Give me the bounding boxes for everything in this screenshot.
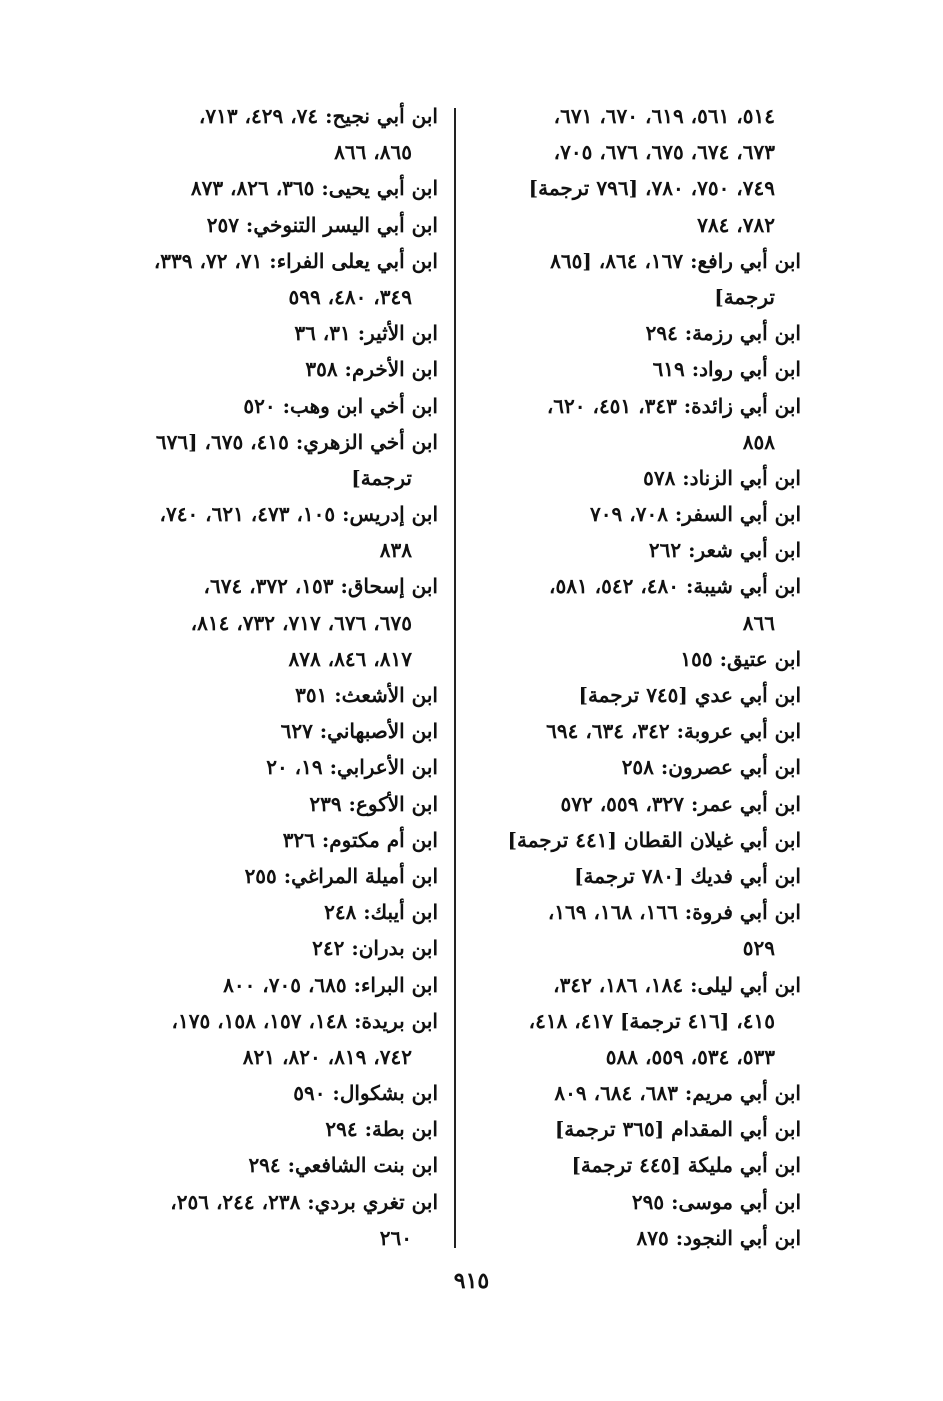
index-entry-continuation: ٨٦٥، ٨٦٦ [334,140,412,165]
index-entry-continuation: ترجمة] [351,465,412,490]
index-entry: ابن أبي فروة: ١٦٦، ١٦٨، ١٦٩، [547,900,801,925]
index-entry-continuation: ٣٤٩، ٤٨٠، ٥٩٩ [288,284,412,309]
index-column-right [461,98,801,1256]
index-entry: ابن أبي زائدة: ٣٤٣، ٤٥١، ٦٢٠، [546,393,801,418]
index-entry: ابن أبي رافع: ١٦٧، ٨٦٤، [٨٦٥ [550,248,801,273]
index-entry-continuation: ٢٦٠ [379,1225,412,1250]
index-entry-continuation: ٤١٥، [٤١٦ ترجمة] ٤١٧، ٤١٨، [528,1008,775,1033]
index-entry: ابن أبي يعلى الفراء: ٧١، ٧٢، ٣٣٩، [153,248,438,273]
index-entry: ابن أبي فديك [٧٨٠ ترجمة] [574,863,801,888]
index-entry: ابن أبي رواد: ٦١٩ [652,357,801,382]
index-entry: ابن أبي المقدام [٣٦٥ ترجمة] [554,1117,801,1142]
index-entry-continuation: ٧٤٩، ٧٥٠، ٧٨٠، [٧٩٦ ترجمة] [528,176,775,201]
index-entry-continuation: ٧٤٢، ٨١٩، ٨٢٠، ٨٢١ [242,1044,412,1069]
index-entry: ابن أبي النجود: ٨٧٥ [636,1225,801,1250]
index-entry-continuation: ترجمة] [714,284,775,309]
index-entry: ابن الأعرابي: ١٩، ٢٠ [266,755,438,780]
index-entry: ابن أبي عروبة: ٣٤٢، ٦٣٤، ٦٩٤ [546,719,801,744]
index-entry-continuation: ٥١٤، ٥٦١، ٦١٩، ٦٧٠، ٦٧١، [553,104,775,128]
index-entry: ابن أبي مريم: ٦٨٣، ٦٨٤، ٨٠٩ [554,1081,801,1106]
index-entry-continuation: ٥٢٩ [742,936,775,961]
index-entry: ابن أخي ابن وهب: ٥٢٠ [243,393,438,418]
index-entry: ابن الأشعث: ٣٥١ [295,683,438,707]
index-entry: ابن أخي الزهري: ٤١٥، ٦٧٥، [٦٧٦ [155,429,438,454]
index-entry: ابن أميلة المراغي: ٢٥٥ [244,863,438,888]
index-entry: ابن إدريس: ١٠٥، ٤٧٣، ٦٢١، ٧٤٠، [159,502,438,527]
index-entry: ابن أبي عدي [٧٤٥ ترجمة] [578,683,801,707]
index-entry: ابن أيبك: ٢٤٨ [324,900,438,925]
index-entry: ابن أبي عصرون: ٢٥٨ [621,755,801,780]
index-entry: ابن أم مكتوم: ٣٢٦ [282,827,438,852]
index-entry: ابن أبي شعر: ٢٦٢ [648,538,801,563]
index-entry-continuation: ٨٣٨ [379,538,412,563]
index-entry: ابن أبي رزمة: ٢٩٤ [645,321,801,346]
index-entry: ابن أبي يحيى: ٣٦٥، ٨٢٦، ٨٧٣ [190,176,438,201]
index-entry: ابن بنت الشافعي: ٢٩٤ [248,1153,438,1178]
index-entry: ابن الأخرم: ٣٥٨ [305,357,438,382]
index-entry: ابن أبي الزناد: ٥٧٨ [643,465,801,490]
index-entry-continuation: ٨١٧، ٨٤٦، ٨٧٨ [288,646,412,671]
index-entry-continuation: ٥٣٣، ٥٣٤، ٥٥٩، ٥٨٨ [605,1044,775,1069]
index-entry: ابن الأثير: ٣١، ٣٦ [294,321,438,346]
index-entry: ابن بطة: ٢٩٤ [325,1117,438,1142]
index-entry: ابن تغري بردي: ٢٣٨، ٢٤٤، ٢٥٦، [170,1189,438,1214]
index-entry-continuation: ٧٨٢، ٧٨٤ [697,212,775,237]
index-entry-continuation: ٦٧٣، ٦٧٤، ٦٧٥، ٦٧٦، ٧٠٥، [553,140,775,165]
index-entry: ابن أبي عمر: ٣٢٧، ٥٥٩، ٥٧٢ [560,791,801,816]
index-entry-continuation: ٨٦٦ [742,610,775,635]
index-entry-continuation: ٦٧٥، ٦٧٦، ٧١٧، ٧٣٢، ٨١٤، [190,610,412,635]
page-number: ٩١٥ [453,1268,490,1294]
index-entry: ابن أبي ليلى: ١٨٤، ١٨٦، ٣٤٢، [553,972,801,997]
index-entry-continuation: ٨٥٨ [742,429,775,454]
index-entry: ابن أبي السفر: ٧٠٨، ٧٠٩ [590,502,801,527]
index-column-left [98,98,438,1256]
index-entry: ابن بريدة: ١٤٨، ١٥٧، ١٥٨، ١٧٥، [171,1008,438,1033]
index-entry: ابن أبي موسى: ٢٩٥ [631,1189,801,1214]
index-entry: ابن أبي مليكة [٤٤٥ ترجمة] [571,1153,801,1178]
index-entry: ابن أبي شيبة: ٤٨٠، ٥٤٢، ٥٨١، [549,574,801,599]
index-entry: ابن الأكوع: ٢٣٩ [309,791,438,816]
column-divider [454,108,456,1248]
index-entry: ابن أبي اليسر التنوخي: ٢٥٧ [206,212,438,237]
index-entry: ابن عتيق: ١٥٥ [680,646,801,671]
index-entry: ابن أبي نجيح: ٧٤، ٤٢٩، ٧١٣، [198,104,438,128]
index-entry: ابن الأصبهاني: ٦٢٧ [280,719,438,744]
index-entry: ابن بدران: ٢٤٢ [312,936,438,961]
index-entry: ابن البراء: ٦٨٥، ٧٠٥، ٨٠٠ [223,972,438,997]
index-entry: ابن بشكوال: ٥٩٠ [293,1081,438,1106]
index-entry: ابن أبي غيلان القطان [٤٤١ ترجمة] [507,827,801,852]
index-entry: ابن إسحاق: ١٥٣، ٣٧٢، ٦٧٤، [203,574,438,599]
